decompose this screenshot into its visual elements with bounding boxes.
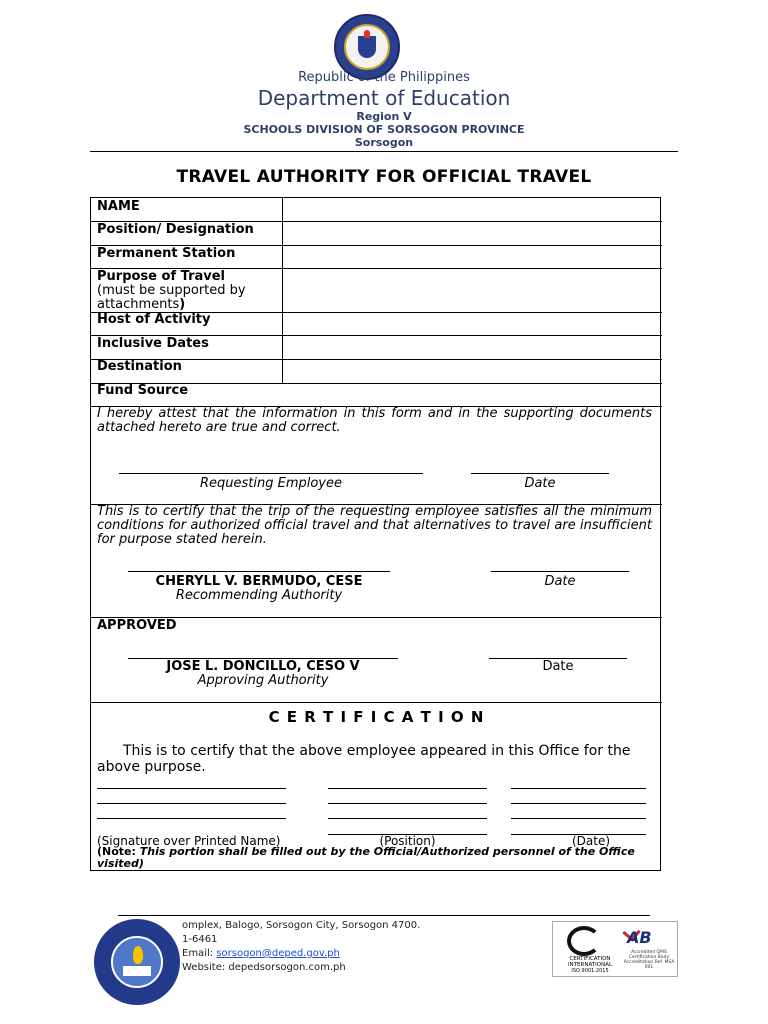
dates-label: Inclusive Dates: [97, 336, 209, 351]
field-divider: [282, 198, 283, 383]
recommending-role: Recommending Authority: [175, 588, 343, 603]
station-label: Permanent Station: [97, 246, 236, 261]
approved-heading: APPROVED: [97, 618, 177, 633]
certification-logos: [552, 921, 678, 977]
cert-text: CERTIFICATION INTERNATIONAL: [567, 956, 613, 968]
republic-line: Republic of the Philippines: [298, 70, 470, 85]
footer-address: omplex, Balogo, Sorsogon City, Sorsogon 4700.: [182, 920, 421, 931]
signature-label: (Signature over Printed Name): [97, 834, 281, 848]
destination-label: Destination: [97, 359, 182, 374]
footer-email: Email: sorsogon@deped.gov.ph: [182, 948, 340, 959]
header-rule: [90, 151, 678, 152]
host-label: Host of Activity: [97, 312, 211, 327]
employee-signature-line: [119, 473, 423, 474]
ab-logo: AB: [627, 928, 652, 947]
certify-date-line: [491, 571, 629, 572]
email-link[interactable]: sorsogon@deped.gov.ph: [216, 948, 340, 959]
city-line: Sorsogon: [354, 136, 414, 149]
name-label: NAME: [97, 199, 140, 214]
fund-label: Fund Source: [97, 383, 189, 398]
recommending-name: CHERYLL V. BERMUDO, CESE: [155, 574, 363, 589]
approving-role: Approving Authority: [197, 673, 329, 688]
certification-heading: C E R T I F I C A T I O N: [268, 708, 485, 726]
footer-phone: 1-6461: [182, 934, 218, 945]
region-line: Region V: [356, 110, 412, 123]
iso-certification-logo: [567, 926, 601, 956]
position-label: Position/ Designation: [97, 222, 254, 237]
department-line: Department of Education: [257, 86, 511, 110]
footer-website: Website: depedsorsogon.com.ph: [182, 962, 346, 973]
form-title: TRAVEL AUTHORITY FOR OFFICIAL TRAVEL: [176, 167, 592, 187]
certify-text: This is to certify that the trip of the requesting employee satisfies all the minimum conditions for authorized official travel and that alternatives to travel are insufficient for purpose stated herein.: [97, 504, 652, 547]
date-col-label: (Date): [571, 834, 611, 848]
approving-name: JOSE L. DONCILLO, CESO V: [166, 659, 360, 674]
ab-text: Accredited QMS Certification Body Accreditation Ref. MSA 001: [623, 950, 675, 970]
division-logo: [94, 919, 180, 1005]
purpose-note: (must be supported by attachments): [97, 283, 246, 312]
attest-date-label: Date: [524, 476, 556, 491]
division-line: SCHOOLS DIVISION OF SORSOGON PROVINCE: [243, 123, 525, 136]
cert-iso: ISO 9001:2015: [571, 968, 609, 974]
certification-text: This is to certify that the above employee appeared in this Office for the above purpose.: [97, 743, 631, 775]
certify-date-label: Date: [544, 574, 576, 589]
travel-form: [90, 197, 661, 871]
footer-rule: [118, 915, 650, 916]
purpose-label: Purpose of Travel: [97, 269, 225, 284]
recommending-signature-line: [128, 571, 390, 572]
position-col-label: (Position): [379, 834, 436, 848]
employee-label: Requesting Employee: [199, 476, 342, 491]
certification-note: (Note: This portion shall be filled out by the Official/Authorized personnel of the Office visited): [97, 845, 635, 870]
approved-date-label: Date: [542, 659, 574, 674]
attest-date-line: [471, 473, 609, 474]
attest-text: I hereby attest that the information in this form and in the supporting documents attached hereto are true and correct.: [97, 406, 652, 435]
